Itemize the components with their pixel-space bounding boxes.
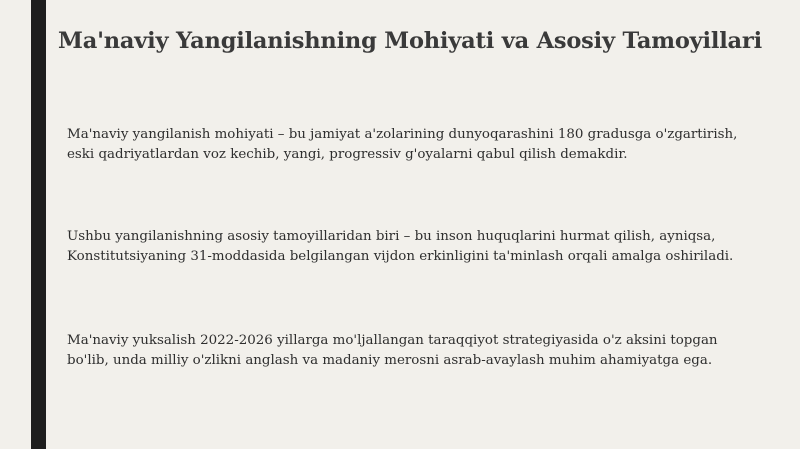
- slide-title: Ma'naviy Yangilanishning Mohiyati va Asosiy Tamoyillari: [58, 28, 762, 54]
- paragraph-1: Ma'naviy yangilanish mohiyati – bu jamiyat a'zolarining dunyoqarashini 180 gradusga o'zgartirish, eski qadriyatlardan voz kechib, yangi, progressiv g'oyalarni qabul qilish demakdir.: [67, 127, 738, 162]
- accent-bar: [31, 0, 46, 449]
- paragraph-2: Ushbu yangilanishning asosiy tamoyillaridan biri – bu inson huquqlarini hurmat qilish, ayniqsa, Konstitutsiyaning 31-moddasida belgilangan vijdon erkinligini ta'minlash orqali amalga oshiriladi.: [67, 229, 734, 264]
- paragraph-3: Ma'naviy yuksalish 2022-2026 yillarga mo'ljallangan taraqqiyot strategiyasida o'z aksini topgan bo'lib, unda milliy o'zlikni anglash va madaniy merosni asrab-avaylash muhim ahamiyatga ega.: [67, 333, 718, 368]
